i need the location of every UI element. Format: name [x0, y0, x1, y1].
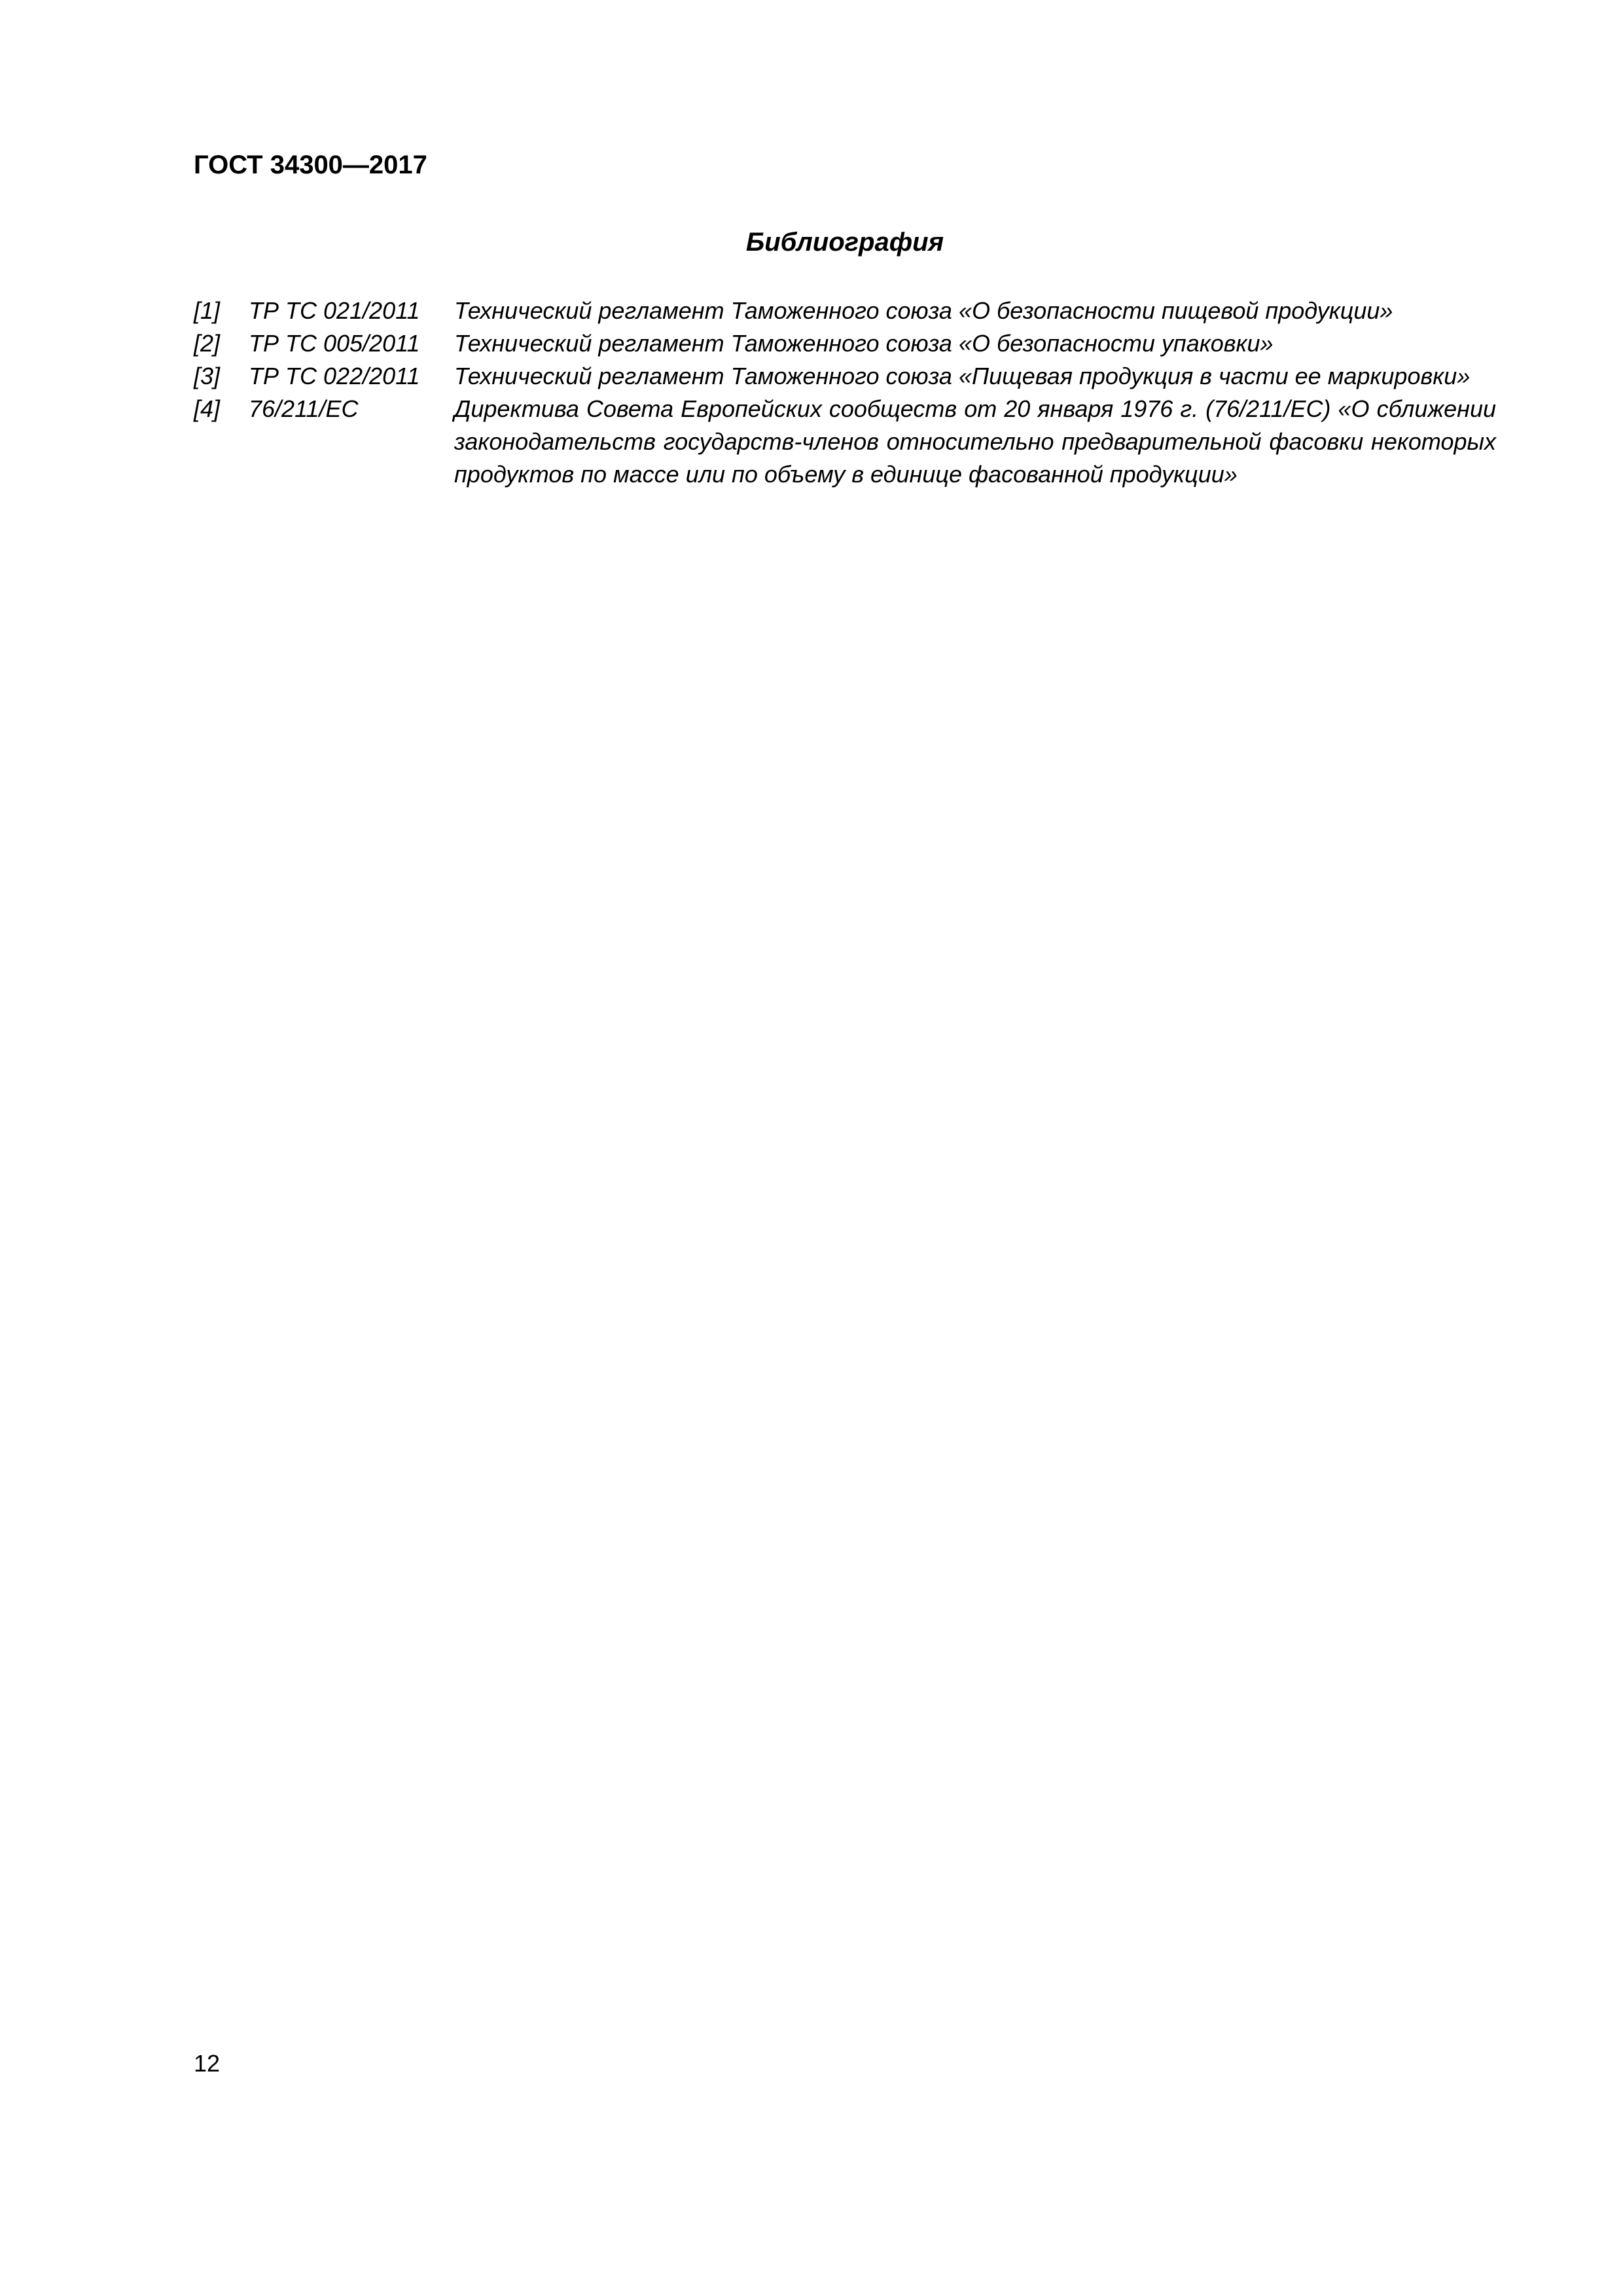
bibliography-item-title: Директива Совета Европейских сообществ от 20 января 1976 г. (76/211/ЕС) «О сближении законодательств государств-членов относительно предварительной фасовки некоторых продуктов по массе или по объему в единице фасованной продукции» — [454, 395, 1496, 488]
bibliography-item-code: ТР ТС 021/2011 — [249, 297, 420, 324]
bibliography-item-number: [4] — [194, 395, 221, 422]
page-number: 12 — [194, 2050, 221, 2077]
document-code: ГОСТ 34300—2017 — [194, 151, 427, 179]
bibliography-item — [194, 393, 1496, 491]
section-title: Библиография — [745, 228, 944, 257]
bibliography-item-title: Технический регламент Таможенного союза «О безопасности упаковки» — [454, 330, 1274, 357]
bibliography-list — [194, 295, 1496, 491]
bibliography-item-code: 76/211/ЕС — [249, 395, 359, 422]
bibliography-item-title: Технический регламент Таможенного союза «О безопасности пищевой продукции» — [454, 297, 1393, 324]
bibliography-item — [194, 295, 1496, 327]
bibliography-item — [194, 360, 1496, 393]
bibliography-item-number: [1] — [194, 297, 221, 324]
bibliography-item-code: ТР ТС 022/2011 — [249, 363, 420, 389]
bibliography-item-number: [3] — [194, 363, 221, 389]
bibliography-item-title: Технический регламент Таможенного союза «Пищевая продукция в части ее маркировки» — [454, 363, 1471, 389]
bibliography-item-number: [2] — [194, 330, 221, 357]
bibliography-item-code: ТР ТС 005/2011 — [249, 330, 420, 357]
bibliography-item — [194, 327, 1496, 360]
